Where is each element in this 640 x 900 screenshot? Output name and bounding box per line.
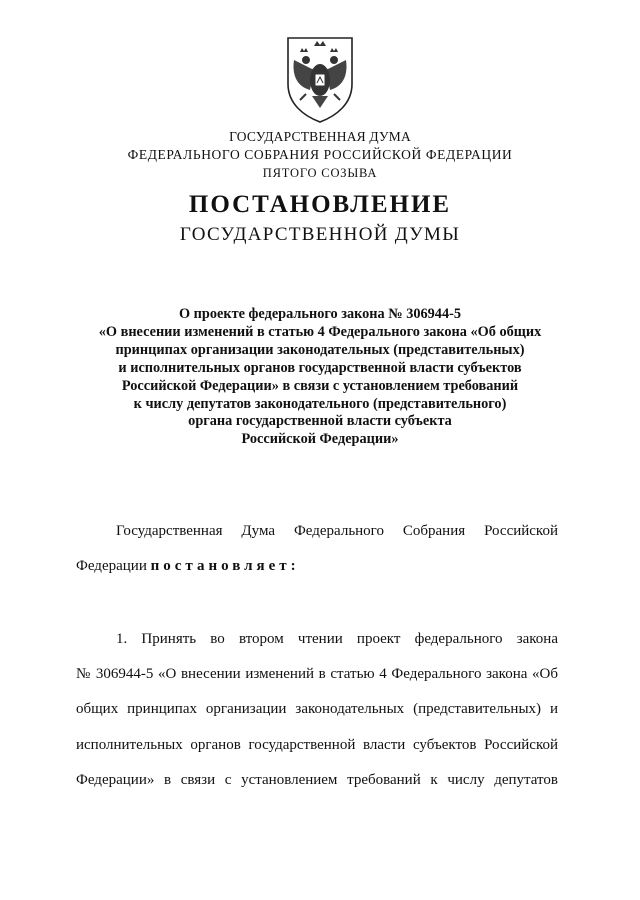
convocation: ПЯТОГО СОЗЫВА — [262, 166, 378, 180]
subject-line: принципах организации законодательных (представительных) — [115, 341, 525, 358]
resolves-word: постановляет: — [150, 558, 300, 574]
subject-line: Российской Федерации» — [241, 431, 399, 448]
item-line: общих принципах организации законодательных (представительных) и — [76, 701, 558, 717]
item-line: исполнительных органов государственной власти субъектов Российской — [76, 737, 558, 753]
item-line: № 306944-5 «О внесении изменений в статью 4 Федерального закона «Об — [76, 666, 558, 682]
subject-line: «О внесении изменений в статью 4 Федерального закона «Об общих — [98, 323, 542, 340]
subject-line: к числу депутатов законодательного (представительного) — [133, 395, 507, 412]
org-name-line1: ГОСУДАРСТВЕННАЯ ДУМА — [229, 129, 411, 144]
subject-line: Российской Федерации» в связи с установлением требований — [121, 377, 519, 394]
org-name-line2: ФЕДЕРАЛЬНОГО СОБРАНИЯ РОССИЙСКОЙ ФЕДЕРАЦИИ — [127, 147, 513, 162]
preamble-text: Федерации — [76, 558, 151, 574]
document-title: ПОСТАНОВЛЕНИЕ — [188, 191, 452, 218]
preamble-line: Государственная Дума Федерального Собрания Российской — [116, 523, 558, 539]
document-subject — [40, 306, 600, 449]
document-subtitle: ГОСУДАРСТВЕННОЙ ДУМЫ — [179, 224, 461, 245]
subject-line: О проекте федерального закона № 306944-5 — [178, 306, 462, 322]
subject-line: и исполнительных органов государственной власти субъектов — [118, 359, 522, 376]
item-line: Федерации» в связи с установлением требований к числу депутатов — [76, 772, 558, 788]
subject-line: органа государственной власти субъекта — [188, 413, 452, 430]
preamble-line — [76, 556, 558, 576]
coat-of-arms-icon — [284, 34, 356, 124]
item-line: 1. Принять во втором чтении проект федерального закона — [116, 631, 558, 647]
